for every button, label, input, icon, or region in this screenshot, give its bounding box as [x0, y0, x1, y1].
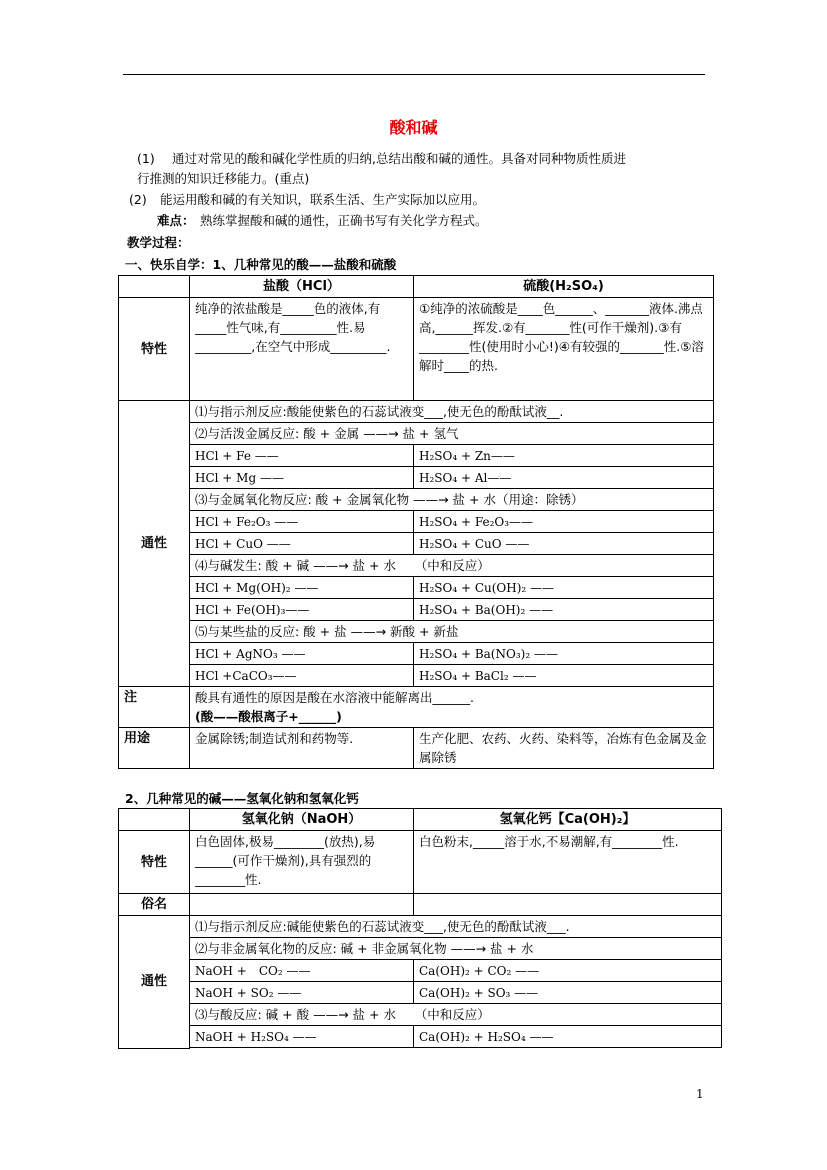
acid-use-label: 用途: [119, 728, 190, 769]
acid-table-corner: [119, 276, 190, 298]
goal-1-number: (1): [137, 151, 155, 166]
section-2-heading: 2、几种常见的碱——氢氧化钠和氢氧化钙: [125, 791, 359, 806]
goal-2-text: 能运用酸和碱的有关知识，联系生活、生产实际加以应用。: [160, 192, 486, 207]
hcl-use: 金属除锈;制造试剂和药物等.: [190, 728, 414, 769]
equation-h2so4-baoh2: H₂SO₄ + Ba(OH)₂ ——: [414, 599, 714, 621]
equation-hcl-caco3: HCl +CaCO₃——: [190, 665, 414, 687]
base-table-corner: [119, 809, 190, 831]
equation-hcl-mgoh2: HCl + Mg(OH)₂ ——: [190, 577, 414, 599]
equation-h2so4-cuoh2: H₂SO₄ + Cu(OH)₂ ——: [414, 577, 714, 599]
section-1-heading: 一、快乐自学：1、几种常见的酸——盐酸和硫酸: [125, 257, 397, 272]
base-nonmetal-oxide-reaction: ⑵与非金属氧化物的反应: 碱 + 非金属氧化物 ——→ 盐 + 水: [190, 938, 722, 960]
caoh-alias: [414, 894, 722, 916]
equation-h2so4-bano32: H₂SO₄ + Ba(NO₃)₂ ——: [414, 643, 714, 665]
naoh-header: 氢氧化钠（NaOH）: [190, 809, 414, 831]
acid-metal-reaction: ⑵与活泼金属反应: 酸 + 金属 ——→ 盐 + 氢气: [190, 423, 714, 445]
header-rule: [123, 74, 705, 75]
equation-caoh2-h2so4: Ca(OH)₂ + H₂SO₄ ——: [414, 1026, 722, 1048]
h2so4-use: 生产化肥、农药、火药、染料等，冶炼有色金属及金属除锈: [414, 728, 714, 769]
base-acid-reaction: ⑶与酸反应: 碱 + 酸 ——→ 盐 + 水 （中和反应）: [190, 1004, 722, 1026]
base-table: [118, 808, 722, 1049]
acid-base-reaction: ⑷与碱发生: 酸 + 碱 ——→ 盐 + 水 （中和反应）: [190, 555, 714, 577]
equation-hcl-agno3: HCl + AgNO₃ ——: [190, 643, 414, 665]
base-property-label: 特性: [119, 831, 190, 894]
equation-naoh-so2: NaOH + SO₂ ——: [190, 982, 414, 1004]
equation-hcl-fe: HCl + Fe ——: [190, 445, 414, 467]
h2so4-property: ①纯净的浓硫酸是____色______、_______液体.沸点高,______挥发.②有_______性(可作干燥剂).③有________性(使用时小心!)④有较强的_______性.⑤溶解时____的热.: [414, 298, 714, 401]
base-indicator-reaction: ⑴与指示剂反应:碱能使紫色的石蕊试液变___,使无色的酚酞试液___.: [190, 916, 722, 938]
acid-note-line-2: (酸——酸根离子+______): [195, 709, 342, 724]
equation-h2so4-cuo: H₂SO₄ + CuO ——: [414, 533, 714, 555]
caoh-property: 白色粉末,_____溶于水,不易潮解,有________性.: [414, 831, 722, 894]
base-empty-cell-left: [190, 1048, 414, 1049]
equation-hcl-mg: HCl + Mg ——: [190, 467, 414, 489]
base-empty-cell-right: [414, 1048, 722, 1049]
hcl-property: 纯净的浓盐酸是_____色的液体,有_____性气味,有_________性.易_________,在空气中形成_________.: [190, 298, 414, 401]
base-alias-label: 俗名: [119, 894, 190, 916]
equation-hcl-cuo: HCl + CuO ——: [190, 533, 414, 555]
equation-h2so4-bacl2: H₂SO₄ + BaCl₂ ——: [414, 665, 714, 687]
base-common-label: 通性: [119, 916, 190, 1049]
caoh-header: 氢氧化钙【Ca(OH)₂】: [414, 809, 722, 831]
acid-common-label: 通性: [119, 401, 190, 687]
naoh-property: 白色固体,极易________(放热),易______(可作干燥剂),具有强烈的________性.: [190, 831, 414, 894]
goal-1-line-2: 行推测的知识迁移能力。(重点): [137, 171, 310, 186]
page-number: 1: [696, 1087, 704, 1101]
equation-naoh-h2so4: NaOH + H₂SO₄ ——: [190, 1026, 414, 1048]
equation-h2so4-fe2o3: H₂SO₄ + Fe₂O₃——: [414, 511, 714, 533]
equation-caoh2-so3: Ca(OH)₂ + SO₃ ——: [414, 982, 722, 1004]
acid-indicator-reaction: ⑴与指示剂反应:酸能使紫色的石蕊试液变___,使无色的酚酞试液__.: [190, 401, 714, 423]
h2so4-header: 硫酸(H₂SO₄): [414, 276, 714, 298]
goal-1-line-1: 通过对常见的酸和碱化学性质的归纳,总结出酸和碱的通性。具备对同种物质性质进: [172, 151, 626, 166]
naoh-alias: [190, 894, 414, 916]
acid-table: [118, 275, 714, 769]
acid-note: [190, 687, 714, 728]
difficulty-text: 熟练掌握酸和碱的通性，正确书写有关化学方程式。: [200, 213, 488, 228]
equation-hcl-feoh3: HCl + Fe(OH)₃——: [190, 599, 414, 621]
difficulty-label: 难点：: [157, 213, 195, 228]
process-heading: 教学过程：: [127, 235, 190, 250]
equation-hcl-fe2o3: HCl + Fe₂O₃ ——: [190, 511, 414, 533]
acid-note-label: 注: [119, 687, 190, 728]
acid-salt-reaction: ⑸与某些盐的反应: 酸 + 盐 ——→ 新酸 + 新盐: [190, 621, 714, 643]
hcl-header: 盐酸（HCl）: [190, 276, 414, 298]
equation-naoh-co2: NaOH + CO₂ ——: [190, 960, 414, 982]
page-title: 酸和碱: [389, 118, 438, 137]
equation-caoh2-co2: Ca(OH)₂ + CO₂ ——: [414, 960, 722, 982]
equation-h2so4-al: H₂SO₄ + Al——: [414, 467, 714, 489]
acid-metal-oxide-reaction: ⑶与金属氧化物反应: 酸 + 金属氧化物 ——→ 盐 + 水（用途：除锈）: [190, 489, 714, 511]
equation-h2so4-zn: H₂SO₄ + Zn——: [414, 445, 714, 467]
goal-2-number: (2): [129, 192, 147, 207]
acid-property-label: 特性: [119, 298, 190, 401]
acid-note-line-1: 酸具有通性的原因是酸在水溶液中能解离出______.: [195, 690, 474, 705]
